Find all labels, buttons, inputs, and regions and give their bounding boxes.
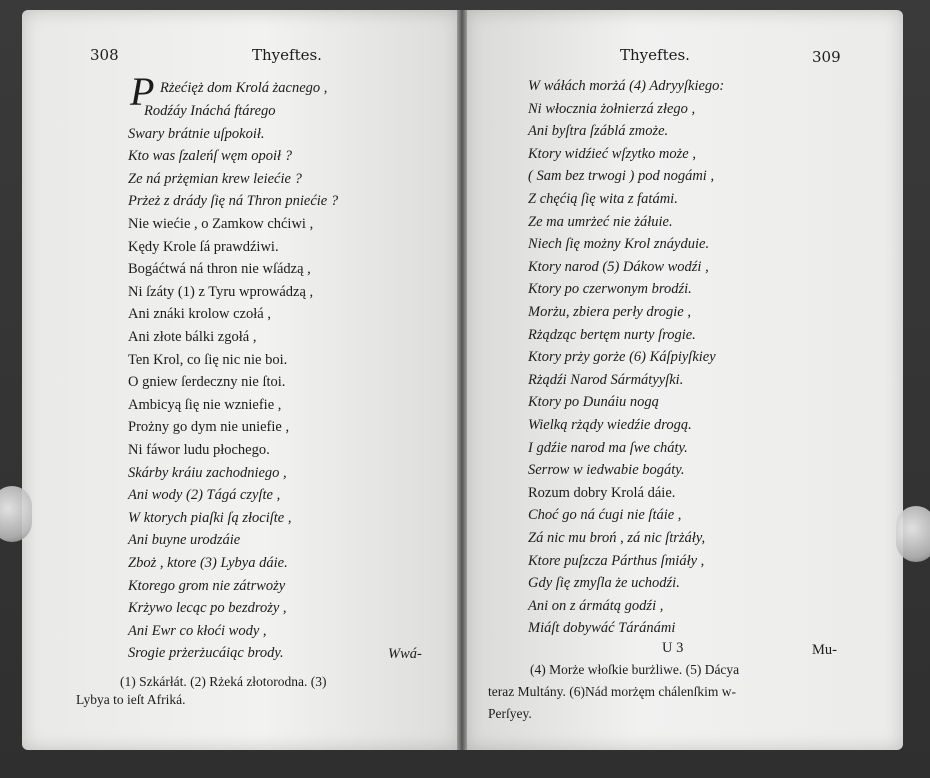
footnote-line: teraz Multány. (6)Nád morżęm chálenſkim w-	[488, 684, 737, 699]
running-head: Thyeftes.	[252, 46, 322, 64]
verse-line: Krżywo lecąc po bezdroży ,	[128, 600, 287, 617]
verse-line: Wielką rżądy wiedźie drogą.	[528, 417, 692, 433]
verse-line: Ktory po Dunáiu nogą	[528, 394, 659, 411]
verse-line: Ani złote bálki zgołá ,	[128, 329, 257, 345]
verse-line: Prżeż z drády ſię ná Thron pniećie ?	[128, 193, 339, 210]
verse-line: Serrow w iedwabie bogáty.	[528, 462, 685, 479]
binding-clip-left	[0, 486, 32, 542]
verse-line: Prożny go dym nie uniefie ,	[128, 419, 290, 436]
verse-line: Z chęćią ſię wita z fatámi.	[528, 191, 678, 207]
footnote-line: Perſyey.	[488, 706, 532, 721]
verse-line: Ktore puſzcza Párthus ſmiáły ,	[528, 552, 705, 569]
catchword: Mu-	[812, 642, 837, 658]
running-head: Thyeftes.	[620, 46, 690, 64]
verse-line: Ktory narod (5) Dákow wodźi ,	[528, 258, 709, 275]
verse-line: O gniew ſerdeczny nie ſtoi.	[128, 374, 286, 391]
verse-line: W wáłách morżá (4) Adryyſkiego:	[528, 78, 725, 94]
verse-line: Ambicyą ſię nie wzniefie ,	[128, 396, 282, 413]
page-number: 309	[812, 48, 841, 66]
verse-line: Gdy ſię zmyſla że uchodźi.	[528, 575, 680, 592]
verse-line: Morżu, zbiera perły drogie ,	[528, 304, 691, 320]
verse-line: Ani Ewr co kłoći wody ,	[128, 622, 267, 639]
verse-line: Miáſt dobywáć Táránámi	[528, 620, 676, 637]
verse-line: Ten Krol, co ſię nic nie boi.	[128, 351, 288, 368]
verse-line: Kto was ſzaleńſ węm opoił ?	[128, 148, 292, 165]
verse-line: Ze ma umrżeć nie żáłuie.	[528, 213, 673, 230]
verse-line: Niech ſię możny Krol znáyduie.	[528, 236, 710, 253]
verse-line: Ktory po czerwonym brodźi.	[528, 281, 692, 298]
verse-line: ( Sam bez trwogi ) pod nogámi ,	[528, 168, 715, 185]
footnote-line: (4) Morże włoſkie burżliwe. (5) Dácya	[530, 662, 740, 677]
verse-line: Ni włocznia żołnierzá złego ,	[528, 100, 696, 117]
verse-line: Ze ná prżęmian krew leiećie ?	[128, 170, 302, 187]
footnote-line: (1) Szkárłát. (2) Rżeká złotorodna. (3)	[120, 674, 327, 689]
verse-line: Bogáćtwá ná thron nie wſádzą ,	[128, 261, 311, 278]
verse-line: Choć go ná ćugi nie ſtáie ,	[528, 507, 682, 524]
verse-line: Ktory prży gorże (6) Káſpiyſkiey	[528, 349, 716, 366]
verse-line: Rżądźi Narod Sármátyyſki.	[528, 371, 684, 388]
book-gutter	[457, 10, 467, 750]
verse-line: Skárby kráiu zachodniego ,	[128, 464, 287, 481]
verse-line: Ani wody (2) Tágá czyſte ,	[128, 487, 281, 504]
verse-line: Zboż , ktore (3) Lybya dáie.	[128, 555, 288, 571]
drop-cap: P	[130, 69, 155, 114]
verse-line: Ani znáki krolow czołá ,	[128, 306, 271, 323]
verse-line: Ni ſzáty (1) z Tyru wprowádzą ,	[128, 283, 314, 300]
binding-clip-right	[896, 506, 930, 562]
catchword: Wwá-	[388, 646, 422, 662]
verse-line: Srogie prżerżucáiąc brody.	[128, 645, 284, 662]
verse-line: Kędy Krole ſá prawdźiwi.	[128, 238, 279, 255]
verse-line: Rodźáy Ináchá ftárego	[144, 103, 276, 119]
verse-line: Ani on z ármátą godźi ,	[528, 597, 664, 614]
verse-line: I gdźie narod ma ſwe cháty.	[528, 439, 688, 456]
verse-line: W ktorych piaſki ſą złociſte ,	[128, 509, 292, 526]
verse-line: Ani byſtra ſzáblá zmoże.	[528, 123, 669, 140]
verse-line: Rżećięż dom Krolá żacnego ,	[160, 80, 328, 96]
verse-line: Ktorego grom nie zátrwoży	[128, 577, 286, 594]
verse-line: Ni fáwor ludu płochego.	[128, 442, 270, 458]
verse-line: Ani buyne urodzáie	[128, 532, 241, 549]
page-number: 308	[90, 46, 119, 64]
verse-line: Rżądząc bertęm nurty ſrogie.	[528, 326, 696, 343]
signature-mark: U 3	[662, 640, 684, 656]
verse-line: Swary brátnie uſpokoił.	[128, 125, 265, 142]
verse-line: Ktory widźieć wſzytko może ,	[528, 145, 696, 162]
verse-line: Nie wiećie , o Zamkow chćiwi ,	[128, 216, 314, 232]
verse-line: Zá nic mu broń , zá nic ſtrżáły,	[528, 530, 706, 546]
verse-line: Rozum dobry Krolá dáie.	[528, 484, 676, 501]
footnote-line: Lybya to ieſt Afriká.	[76, 692, 186, 707]
